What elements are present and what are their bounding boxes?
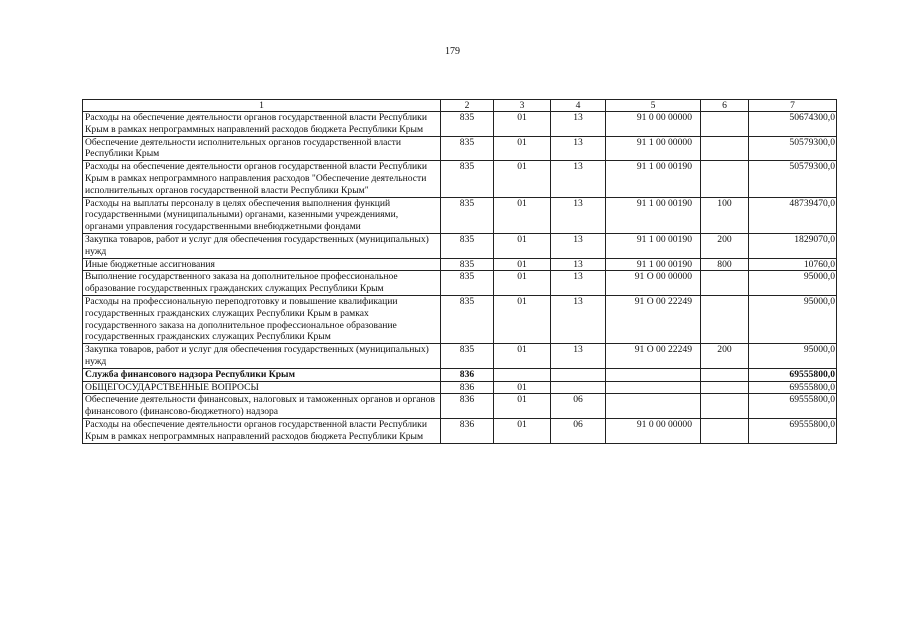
chapter-code-cell: 836 — [441, 368, 494, 381]
amount-cell: 50579300,0 — [749, 161, 837, 197]
header-cell: 1 — [83, 100, 441, 112]
header-cell: 5 — [606, 100, 701, 112]
section-code-cell: 01 — [494, 394, 551, 419]
chapter-code-cell: 835 — [441, 344, 494, 369]
subsection-code-cell: 13 — [551, 136, 606, 161]
section-code-cell: 01 — [494, 344, 551, 369]
row-name-cell: Расходы на выплаты персоналу в целях обеспечения выполнения функций государственными (муниципальными) органами, казенными учреждениями, органами управления государственными внебюджетными фондами — [83, 197, 441, 233]
subsection-code-cell: 06 — [551, 394, 606, 419]
target-article-cell: 91 О 00 22249 — [606, 344, 701, 369]
section-code-cell: 01 — [494, 271, 551, 296]
header-cell: 3 — [494, 100, 551, 112]
subsection-code-cell — [551, 381, 606, 394]
amount-cell: 50579300,0 — [749, 136, 837, 161]
amount-cell: 69555800,0 — [749, 418, 837, 443]
amount-cell: 69555800,0 — [749, 368, 837, 381]
chapter-code-cell: 835 — [441, 258, 494, 271]
target-article-cell — [606, 394, 701, 419]
expense-type-cell — [701, 295, 749, 343]
subsection-code-cell: 13 — [551, 295, 606, 343]
expense-type-cell — [701, 136, 749, 161]
chapter-code-cell: 836 — [441, 381, 494, 394]
chapter-code-cell: 835 — [441, 136, 494, 161]
section-code-cell — [494, 368, 551, 381]
chapter-code-cell: 835 — [441, 233, 494, 258]
expense-type-cell — [701, 418, 749, 443]
table-row — [83, 295, 837, 343]
subsection-code-cell: 13 — [551, 271, 606, 296]
row-name-cell: Обеспечение деятельности исполнительных органов государственной власти Республики Крым — [83, 136, 441, 161]
amount-cell: 95000,0 — [749, 295, 837, 343]
table-header-row — [83, 100, 837, 112]
subsection-code-cell: 13 — [551, 258, 606, 271]
subsection-code-cell: 13 — [551, 197, 606, 233]
row-name-cell: ОБЩЕГОСУДАРСТВЕННЫЕ ВОПРОСЫ — [83, 381, 441, 394]
table-row — [83, 258, 837, 271]
page-number: 179 — [445, 46, 460, 57]
target-article-cell: 91 1 00 00190 — [606, 233, 701, 258]
target-article-cell: 91 О 00 22249 — [606, 295, 701, 343]
header-cell: 7 — [749, 100, 837, 112]
expense-type-cell — [701, 161, 749, 197]
amount-cell: 69555800,0 — [749, 381, 837, 394]
amount-cell: 50674300,0 — [749, 112, 837, 137]
section-code-cell: 01 — [494, 258, 551, 271]
row-name-cell: Расходы на обеспечение деятельности органов государственной власти Республики Крым в рамках непрограммных направлений расходов бюджета Республики Крым — [83, 112, 441, 137]
subsection-code-cell: 13 — [551, 112, 606, 137]
expense-type-cell: 100 — [701, 197, 749, 233]
section-code-cell: 01 — [494, 161, 551, 197]
subsection-code-cell: 06 — [551, 418, 606, 443]
section-code-cell: 01 — [494, 233, 551, 258]
amount-cell: 95000,0 — [749, 271, 837, 296]
expense-type-cell: 200 — [701, 233, 749, 258]
expense-type-cell: 800 — [701, 258, 749, 271]
chapter-code-cell: 835 — [441, 271, 494, 296]
chapter-code-cell: 835 — [441, 112, 494, 137]
table-row — [83, 112, 837, 137]
row-name-cell: Служба финансового надзора Республики Крым — [83, 368, 441, 381]
chapter-code-cell: 836 — [441, 394, 494, 419]
target-article-cell — [606, 368, 701, 381]
amount-cell: 95000,0 — [749, 344, 837, 369]
subsection-code-cell: 13 — [551, 233, 606, 258]
table-row — [83, 368, 837, 381]
section-code-cell: 01 — [494, 381, 551, 394]
row-name-cell: Расходы на обеспечение деятельности органов государственной власти Республики Крым в рамках непрограммного направления расходов "Обеспечение деятельности исполнительных органов государственной власти Республики Крым" — [83, 161, 441, 197]
row-name-cell: Расходы на профессиональную переподготовку и повышение квалификации государственных гражданских служащих Республики Крым в рамках государственного заказа на дополнительное профессиональное образование государственных гражданских служащих Республики Крым — [83, 295, 441, 343]
amount-cell: 69555800,0 — [749, 394, 837, 419]
target-article-cell: 91 1 00 00190 — [606, 161, 701, 197]
section-code-cell: 01 — [494, 136, 551, 161]
section-code-cell: 01 — [494, 418, 551, 443]
subsection-code-cell: 13 — [551, 344, 606, 369]
target-article-cell: 91 1 00 00190 — [606, 197, 701, 233]
row-name-cell: Обеспечение деятельности финансовых, налоговых и таможенных органов и органов финансового (финансово-бюджетного) надзора — [83, 394, 441, 419]
target-article-cell: 91 1 00 00000 — [606, 136, 701, 161]
expense-type-cell — [701, 394, 749, 419]
section-code-cell: 01 — [494, 112, 551, 137]
section-code-cell: 01 — [494, 295, 551, 343]
row-name-cell: Закупка товаров, работ и услуг для обеспечения государственных (муниципальных) нужд — [83, 233, 441, 258]
header-cell: 6 — [701, 100, 749, 112]
table-row — [83, 233, 837, 258]
table-row — [83, 136, 837, 161]
expense-type-cell — [701, 112, 749, 137]
expense-type-cell — [701, 368, 749, 381]
section-code-cell: 01 — [494, 197, 551, 233]
expense-type-cell — [701, 271, 749, 296]
chapter-code-cell: 835 — [441, 197, 494, 233]
expense-type-cell: 200 — [701, 344, 749, 369]
row-name-cell: Выполнение государственного заказа на дополнительное профессиональное образование государственных гражданских служащих Республики Крым — [83, 271, 441, 296]
chapter-code-cell: 835 — [441, 295, 494, 343]
table-row — [83, 381, 837, 394]
amount-cell: 10760,0 — [749, 258, 837, 271]
table-row — [83, 394, 837, 419]
target-article-cell: 91 1 00 00190 — [606, 258, 701, 271]
header-cell: 4 — [551, 100, 606, 112]
chapter-code-cell: 835 — [441, 161, 494, 197]
expense-type-cell — [701, 381, 749, 394]
row-name-cell: Иные бюджетные ассигнования — [83, 258, 441, 271]
header-cell: 2 — [441, 100, 494, 112]
subsection-code-cell: 13 — [551, 161, 606, 197]
chapter-code-cell: 836 — [441, 418, 494, 443]
target-article-cell: 91 0 00 00000 — [606, 112, 701, 137]
target-article-cell: 91 О 00 00000 — [606, 271, 701, 296]
row-name-cell: Расходы на обеспечение деятельности органов государственной власти Республики Крым в рамках непрограммных направлений расходов бюджета Республики Крым — [83, 418, 441, 443]
amount-cell: 1829070,0 — [749, 233, 837, 258]
amount-cell: 48739470,0 — [749, 197, 837, 233]
table-row — [83, 418, 837, 443]
budget-table — [82, 99, 837, 444]
subsection-code-cell — [551, 368, 606, 381]
row-name-cell: Закупка товаров, работ и услуг для обеспечения государственных (муниципальных) нужд — [83, 344, 441, 369]
table-row — [83, 344, 837, 369]
target-article-cell — [606, 381, 701, 394]
table-row — [83, 197, 837, 233]
table-row — [83, 161, 837, 197]
table-row — [83, 271, 837, 296]
target-article-cell: 91 0 00 00000 — [606, 418, 701, 443]
